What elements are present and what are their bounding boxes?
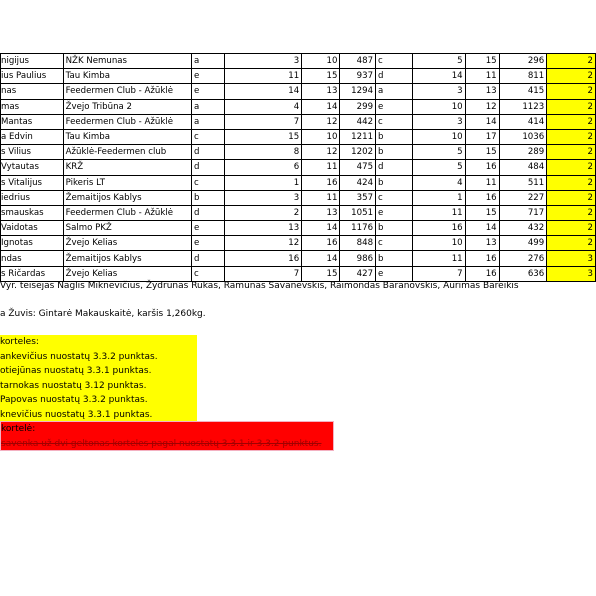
cell-sector: a	[191, 99, 224, 114]
cell-w2: 484	[499, 160, 547, 175]
cell-name: mas	[1, 99, 64, 114]
cell-club: Žvejo Kelias	[63, 236, 191, 251]
cell-name: nigijus	[1, 54, 64, 69]
cell-n2: 15	[302, 69, 340, 84]
cell-name: s Vitalijus	[1, 175, 64, 190]
cell-n2: 16	[302, 175, 340, 190]
cell-sector: e	[191, 84, 224, 99]
cell-name: Mantas	[1, 114, 64, 129]
cell-club: Feedermen Club - Ažūklė	[63, 114, 191, 129]
cell-name: Vytautas	[1, 160, 64, 175]
cell-p2: 15	[465, 54, 499, 69]
table-row	[1, 160, 596, 175]
cell-s2: c	[376, 236, 413, 251]
cell-sector: e	[191, 236, 224, 251]
cell-club: Tau Kimba	[63, 69, 191, 84]
cell-w2: 289	[499, 145, 547, 160]
cell-p2: 14	[465, 114, 499, 129]
cell-s2: e	[376, 205, 413, 220]
cell-w2: 227	[499, 190, 547, 205]
red-card-box	[0, 421, 334, 451]
table-row	[1, 84, 596, 99]
cell-w: 848	[340, 236, 376, 251]
cell-n1: 12	[225, 236, 302, 251]
results-table	[0, 53, 596, 282]
cell-p2: 12	[465, 99, 499, 114]
cell-p2: 15	[465, 145, 499, 160]
table-row	[1, 145, 596, 160]
cell-w2: 414	[499, 114, 547, 129]
cell-n2: 13	[302, 205, 340, 220]
cell-n1: 8	[225, 145, 302, 160]
cell-p2: 15	[465, 205, 499, 220]
cell-w: 427	[340, 266, 376, 281]
cell-w: 1051	[340, 205, 376, 220]
cell-s2: b	[376, 251, 413, 266]
cell-sector: e	[191, 221, 224, 236]
cell-hl: 2	[547, 99, 596, 114]
cell-w2: 499	[499, 236, 547, 251]
cell-club: Feedermen Club - Ažūklė	[63, 84, 191, 99]
cell-p2: 16	[465, 160, 499, 175]
cell-sector: c	[191, 266, 224, 281]
table-row	[1, 175, 596, 190]
red-card-title: kortelė:	[1, 424, 36, 434]
cell-hl: 2	[547, 69, 596, 84]
cell-p1: 5	[412, 160, 465, 175]
cell-s2: b	[376, 145, 413, 160]
cell-name: iedrius	[1, 190, 64, 205]
cell-w: 986	[340, 251, 376, 266]
cell-s2: c	[376, 54, 413, 69]
cell-w: 424	[340, 175, 376, 190]
cell-name: Vaidotas	[1, 221, 64, 236]
cell-p1: 3	[412, 114, 465, 129]
cell-s2: d	[376, 160, 413, 175]
cell-hl: 3	[547, 251, 596, 266]
cell-n2: 13	[302, 84, 340, 99]
cell-p1: 14	[412, 69, 465, 84]
cell-sector: d	[191, 145, 224, 160]
cell-club: Ažūklė-Feedermen club	[63, 145, 191, 160]
cell-club: Žemaitijos Kablys	[63, 251, 191, 266]
cell-w2: 636	[499, 266, 547, 281]
cell-s2: e	[376, 266, 413, 281]
cell-club: Pikeris LT	[63, 175, 191, 190]
cell-p1: 5	[412, 145, 465, 160]
cell-hl: 2	[547, 190, 596, 205]
cell-n1: 6	[225, 160, 302, 175]
cell-s2: c	[376, 114, 413, 129]
cell-w2: 296	[499, 54, 547, 69]
cell-p1: 1	[412, 190, 465, 205]
cell-sector: e	[191, 69, 224, 84]
cell-n1: 4	[225, 99, 302, 114]
yellow-cards-title: korteles:	[0, 337, 39, 347]
cell-p2: 17	[465, 129, 499, 144]
cell-n2: 10	[302, 129, 340, 144]
cell-hl: 2	[547, 221, 596, 236]
cell-w: 475	[340, 160, 376, 175]
cell-p2: 13	[465, 236, 499, 251]
cell-n2: 14	[302, 251, 340, 266]
cell-n1: 3	[225, 54, 302, 69]
cell-sector: d	[191, 205, 224, 220]
cell-w: 937	[340, 69, 376, 84]
cell-p1: 4	[412, 175, 465, 190]
cell-w: 357	[340, 190, 376, 205]
cell-club: Tau Kimba	[63, 129, 191, 144]
cell-p1: 16	[412, 221, 465, 236]
cell-s2: d	[376, 69, 413, 84]
cell-sector: c	[191, 175, 224, 190]
cell-w2: 811	[499, 69, 547, 84]
cell-n2: 10	[302, 54, 340, 69]
table-row	[1, 251, 596, 266]
cell-p1: 10	[412, 236, 465, 251]
cell-p2: 11	[465, 175, 499, 190]
cell-p2: 16	[465, 251, 499, 266]
cell-n1: 3	[225, 190, 302, 205]
cell-hl: 2	[547, 236, 596, 251]
cell-name: s Vilius	[1, 145, 64, 160]
biggest-fish-line: a Žuvis: Gintarė Makauskaitė, karšis 1,260kg.	[0, 309, 206, 319]
cell-hl: 2	[547, 145, 596, 160]
table-row	[1, 205, 596, 220]
cell-s2: e	[376, 99, 413, 114]
cell-n2: 11	[302, 160, 340, 175]
cell-s2: b	[376, 175, 413, 190]
cell-w2: 1123	[499, 99, 547, 114]
cell-p2: 11	[465, 69, 499, 84]
cell-n1: 2	[225, 205, 302, 220]
cell-p2: 13	[465, 84, 499, 99]
cell-p1: 7	[412, 266, 465, 281]
cell-n2: 14	[302, 221, 340, 236]
cell-n2: 16	[302, 236, 340, 251]
cell-n1: 1	[225, 175, 302, 190]
cell-s2: a	[376, 84, 413, 99]
cell-hl: 2	[547, 129, 596, 144]
cell-s2: b	[376, 129, 413, 144]
cell-p1: 10	[412, 99, 465, 114]
table-row	[1, 99, 596, 114]
cell-n1: 7	[225, 114, 302, 129]
cell-club: Žvejo Kelias	[63, 266, 191, 281]
cell-sector: a	[191, 114, 224, 129]
cell-w2: 717	[499, 205, 547, 220]
cell-hl: 2	[547, 160, 596, 175]
cell-hl: 2	[547, 175, 596, 190]
table-row	[1, 221, 596, 236]
cell-s2: b	[376, 221, 413, 236]
cell-name: smauskas	[1, 205, 64, 220]
cell-s2: c	[376, 190, 413, 205]
cell-name: s Ričardas	[1, 266, 64, 281]
cell-w2: 276	[499, 251, 547, 266]
cell-name: ndas	[1, 251, 64, 266]
cell-n1: 11	[225, 69, 302, 84]
cell-sector: d	[191, 251, 224, 266]
cell-w: 1211	[340, 129, 376, 144]
cell-name: ius Paulius	[1, 69, 64, 84]
cell-club: Feedermen Club - Ažūklė	[63, 205, 191, 220]
cell-p2: 16	[465, 266, 499, 281]
cell-name: a Edvin	[1, 129, 64, 144]
cell-w2: 511	[499, 175, 547, 190]
table-row	[1, 129, 596, 144]
cell-club: KRŽ	[63, 160, 191, 175]
yellow-card-item: knevičius nuostatų 3.3.1 punktas.	[0, 409, 153, 420]
yellow-card-item: ankevičius nuostatų 3.3.2 punktas.	[0, 351, 158, 362]
table-row	[1, 236, 596, 251]
cell-sector: a	[191, 54, 224, 69]
cell-p2: 16	[465, 190, 499, 205]
cell-p1: 11	[412, 205, 465, 220]
judges-line: Vyr. teisėjas Naglis Miknevičius, Žydrūnas Rukas, Ramūnas Savanevskis, Raimondas Baranovskis, Aurimas Bareikis	[0, 281, 519, 291]
yellow-cards-box	[0, 335, 197, 421]
cell-w2: 415	[499, 84, 547, 99]
table-row	[1, 54, 596, 69]
table-row	[1, 114, 596, 129]
cell-w2: 432	[499, 221, 547, 236]
cell-p1: 3	[412, 84, 465, 99]
yellow-card-item: Papovas nuostatų 3.3.2 punktas.	[0, 395, 148, 405]
cell-club: Salmo PKŽ	[63, 221, 191, 236]
cell-p2: 14	[465, 221, 499, 236]
cell-n2: 12	[302, 114, 340, 129]
table-row	[1, 69, 596, 84]
cell-w: 487	[340, 54, 376, 69]
cell-n2: 15	[302, 266, 340, 281]
cell-sector: c	[191, 129, 224, 144]
cell-w: 1294	[340, 84, 376, 99]
cell-w2: 1036	[499, 129, 547, 144]
cell-p1: 11	[412, 251, 465, 266]
cell-n2: 11	[302, 190, 340, 205]
cell-p1: 5	[412, 54, 465, 69]
cell-n2: 14	[302, 99, 340, 114]
yellow-card-item: otiejūnas nuostatų 3.3.1 punktas.	[0, 366, 152, 376]
yellow-card-item: tarnokas nuostatų 3.12 punktas.	[0, 380, 147, 391]
table-row	[1, 190, 596, 205]
cell-n1: 13	[225, 221, 302, 236]
cell-hl: 3	[547, 266, 596, 281]
cell-w: 1202	[340, 145, 376, 160]
cell-n1: 15	[225, 129, 302, 144]
cell-n1: 16	[225, 251, 302, 266]
cell-sector: b	[191, 190, 224, 205]
cell-name: nas	[1, 84, 64, 99]
cell-hl: 2	[547, 54, 596, 69]
cell-n2: 12	[302, 145, 340, 160]
red-card-text: savenka už dvi geltonas korteles pagal nuostatų 3.3.1 ir 3.3.2 punktus.	[1, 438, 322, 449]
cell-club: Žvejo Tribūna 2	[63, 99, 191, 114]
cell-hl: 2	[547, 205, 596, 220]
cell-hl: 2	[547, 84, 596, 99]
cell-club: NŽK Nemunas	[63, 54, 191, 69]
cell-name: Ignotas	[1, 236, 64, 251]
cell-w: 1176	[340, 221, 376, 236]
cell-hl: 2	[547, 114, 596, 129]
cell-club: Žemaitijos Kablys	[63, 190, 191, 205]
cell-p1: 10	[412, 129, 465, 144]
cell-n1: 7	[225, 266, 302, 281]
cell-w: 299	[340, 99, 376, 114]
cell-sector: d	[191, 160, 224, 175]
cell-n1: 14	[225, 84, 302, 99]
cell-w: 442	[340, 114, 376, 129]
table-row	[1, 266, 596, 281]
